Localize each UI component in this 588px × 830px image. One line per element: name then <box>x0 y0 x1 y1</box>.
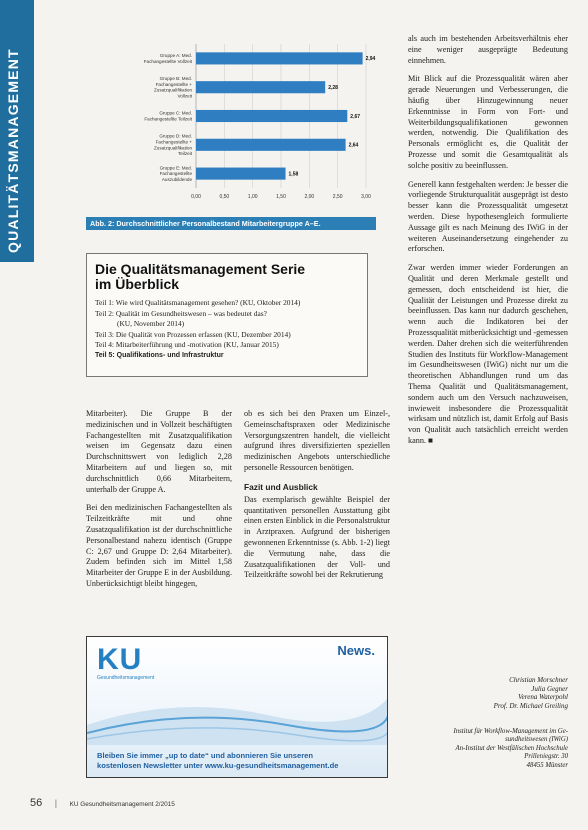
author-name: Prof. Dr. Michael Greiling <box>493 701 568 710</box>
figure-caption: Abb. 2: Durchschnittlicher Personalbestand Mitarbeitergruppe A–E. <box>86 217 376 230</box>
paragraph: Das exemplarisch gewählte Beispiel der quantitativen personellen Ausstattung gibt einen ersten Einblick in die Personalstruktur in Arztpraxen. Aufgrund der bisherigen gewonnenen Erkenntnisse (s. Abb. 1-2) liegt die Vermutung nahe, dass die Zusatzqualifikationen der Voll- und Teilzeitkräfte sowohl bei der Rekrutierung <box>244 494 390 580</box>
page-number: 56 <box>30 797 43 809</box>
category-label: Gruppe D: Med. Fachangestellte + Zusatzqualifikation Teilzeit <box>153 133 192 157</box>
paragraph: Zwar werden immer wieder Forderungen an Qualität und deren Merkmale gestellt und gemessen, doch entscheidend ist hier, die Qualität der Leistungen und Prozesse direkt zu beeinflussen. Das kann nur dadurch geschehen, wenn auch die Indikatoren bei der Prozessqualität mitberücksichtigt und -gemessen werden. Daher drehen sich die weiterführenden Studien des Instituts für Workflow-Management im Gesundheitswesen (IWiG) nicht nur um die theoretischen Abhandlungen rund um das Thema Qualität und Qualitätsmanagement, sondern auch um den Versuch nachzuweisen, inwieweit insbesondere die Prozessqualität wirksam und nützlich ist, damit Erfolg auf Basis von Qualität auch tatsächlich erreicht werden kann. ■ <box>408 263 568 445</box>
value-label: 2,64 <box>348 142 359 149</box>
author-list <box>416 676 568 710</box>
x-tick-label: 0,50 <box>219 194 230 200</box>
x-tick-label: 2,00 <box>304 194 315 200</box>
category-label: Gruppe B: Med. Fachangestellte + Zusatzqualifikation Vollzeit <box>153 76 192 99</box>
institute-line: An-Institut der Westfälischen Hochschule <box>455 744 568 752</box>
author-name: Julia Gegner <box>531 684 568 693</box>
paragraph: als auch im bestehenden Arbeitsverhältnis eher eine weniger ausgeprägte Bedeutung einnehmen. <box>408 34 568 65</box>
section-tab-label: QUALITÄTSMANAGEMENT <box>5 48 21 253</box>
value-label: 2,28 <box>328 85 338 91</box>
category-label: Gruppe A: Med. Fachangestellte Vollzeit <box>143 53 192 64</box>
bar <box>196 168 286 180</box>
paragraph: ob es sich bei den Praxen um Einzel-, Gemeinschaftspraxen oder Medizinische Versorgungszentren handelt, die vielleicht aufgrund ihres diversifizierten speziellen medizinischen Angebots unterschiedliche personelle Ressourcen benötigen. <box>244 409 390 472</box>
category-label: Gruppe E: Med. Fachangestellte Auszubildende <box>159 165 192 182</box>
bar <box>196 110 347 122</box>
column-middle <box>244 409 390 589</box>
x-tick-label: 0,00 <box>191 194 201 200</box>
news-label: News. <box>337 643 375 658</box>
section-heading: Fazit und Ausblick <box>244 481 318 492</box>
institute-line: Institut für Workflow-Management im Ge- <box>453 728 568 735</box>
paragraph: Mit Blick auf die Prozessqualität wären aber gerade Neuerungen und Verbesserungen, die häufig über Hinzugewinnung neuer Erkenntnisse in Form von Fort- und Weiterbildungsqualifikationen gewonnen werden, notwendig. Die Qualifikation des Personals ermöglicht es, die Qualität der Prozesse und somit die Gesamtqualität als solche positiv zu beeinflussen. <box>408 74 568 170</box>
promo-line2-link[interactable]: kostenlosen Newsletter unter www.ku-gesundheitsmanagement.de <box>97 761 339 770</box>
value-label: 2,94 <box>365 56 376 63</box>
value-label: 2,67 <box>350 113 361 120</box>
footer-separator: | <box>54 798 58 808</box>
institute-line: Prilleniegstr. 30 <box>524 753 568 761</box>
ku-logo <box>97 645 154 681</box>
swoosh-graphic <box>87 685 388 745</box>
series-title <box>95 262 359 292</box>
paragraph: Mitarbeiter). Die Gruppe B der medizinischen und in Vollzeit beschäftigten Fachangestellten mit Zusatzqualifikation weisen im Gegensatz dazu einen Durchschnittswert von lediglich 2,28 Mitarbeitern auf und liegen so, mit durchschnittlich 0,66 Mitarbeitern, unterhalb der Gruppe A. <box>86 409 232 494</box>
newsletter-ad[interactable] <box>86 636 388 778</box>
newsletter-promo[interactable] <box>97 751 339 771</box>
series-item: Teil 3: Die Qualität von Prozessen erfassen (KU, Dezember 2014) <box>95 329 291 339</box>
institute-line: 48455 Münster <box>526 761 568 769</box>
series-overview-box <box>86 253 368 377</box>
value-label: 1,58 <box>288 171 299 178</box>
bar-chart <box>84 38 378 214</box>
page-footer <box>30 797 175 809</box>
column-left <box>86 409 232 598</box>
x-tick-label: 1,00 <box>247 194 258 200</box>
bar <box>196 52 363 64</box>
promo-line1: Bleiben Sie immer „up to date“ und abonnieren Sie unseren <box>97 751 314 760</box>
institute-address <box>408 728 568 770</box>
publication-source: KU Gesundheitsmanagement 2/2015 <box>69 801 175 808</box>
x-tick-label: 1,50 <box>276 194 286 200</box>
paragraph: Generell kann festgehalten werden: Je besser die vorliegende Strukturqualität ausgeprägt ist desto besser kann die Prozessqualität umgesetzt werden. Diese hypothesengleich formulierte Aussage gilt es nach Meinung des IWiG in der weiteren Auseinandersetzung eingehender zu erforschen. <box>408 179 568 254</box>
series-title-line2: im Überblick <box>95 276 180 292</box>
category-label: Gruppe C: Med. Fachangestellte Teilzeit <box>144 110 192 122</box>
series-item: Teil 1: Wie wird Qualitätsmanagement gesehen? (KU, Oktober 2014) <box>95 298 301 307</box>
x-tick-label: 3,00 <box>361 194 371 200</box>
section-tab <box>0 0 34 262</box>
author-name: Christian Morschner <box>509 676 568 684</box>
ku-logo-text: KU <box>97 643 143 676</box>
column-right <box>408 34 568 455</box>
series-item-current: Teil 5: Qualifikations- und Infrastruktur <box>95 351 224 359</box>
author-name: Verena Waterpohl <box>518 693 568 702</box>
ku-logo-subtitle: Gesundheitsmanagement <box>97 675 155 681</box>
x-tick-label: 2,50 <box>332 194 343 200</box>
series-item: Teil 4: Mitarbeiterführung und -motivation (KU, Januar 2015) <box>95 340 279 350</box>
series-item: (KU, November 2014) <box>117 319 185 329</box>
institute-line: sundheitswesen (IWiG) <box>505 736 568 744</box>
bar <box>196 81 325 93</box>
series-title-line1: Die Qualitätsmanagement Serie <box>95 261 306 277</box>
series-item: Teil 2: Qualität im Gesundheitswesen – was bedeutet das? <box>95 308 267 318</box>
bar <box>196 139 346 151</box>
paragraph: Bei den medizinischen Fachangestellten als Teilzeitkräfte mit und ohne Zusatzqualifikation ist der durchschnittliche Personalbestand nahezu identisch (Gruppe C: 2,67 und Gruppe D: 2,64 Mitarbeiter). Zudem befinden sich im Mittel 1,58 Mitarbeiter der Gruppe E in der Ausbildung. Unberücksichtigt bleibt hingegen, <box>86 503 232 588</box>
